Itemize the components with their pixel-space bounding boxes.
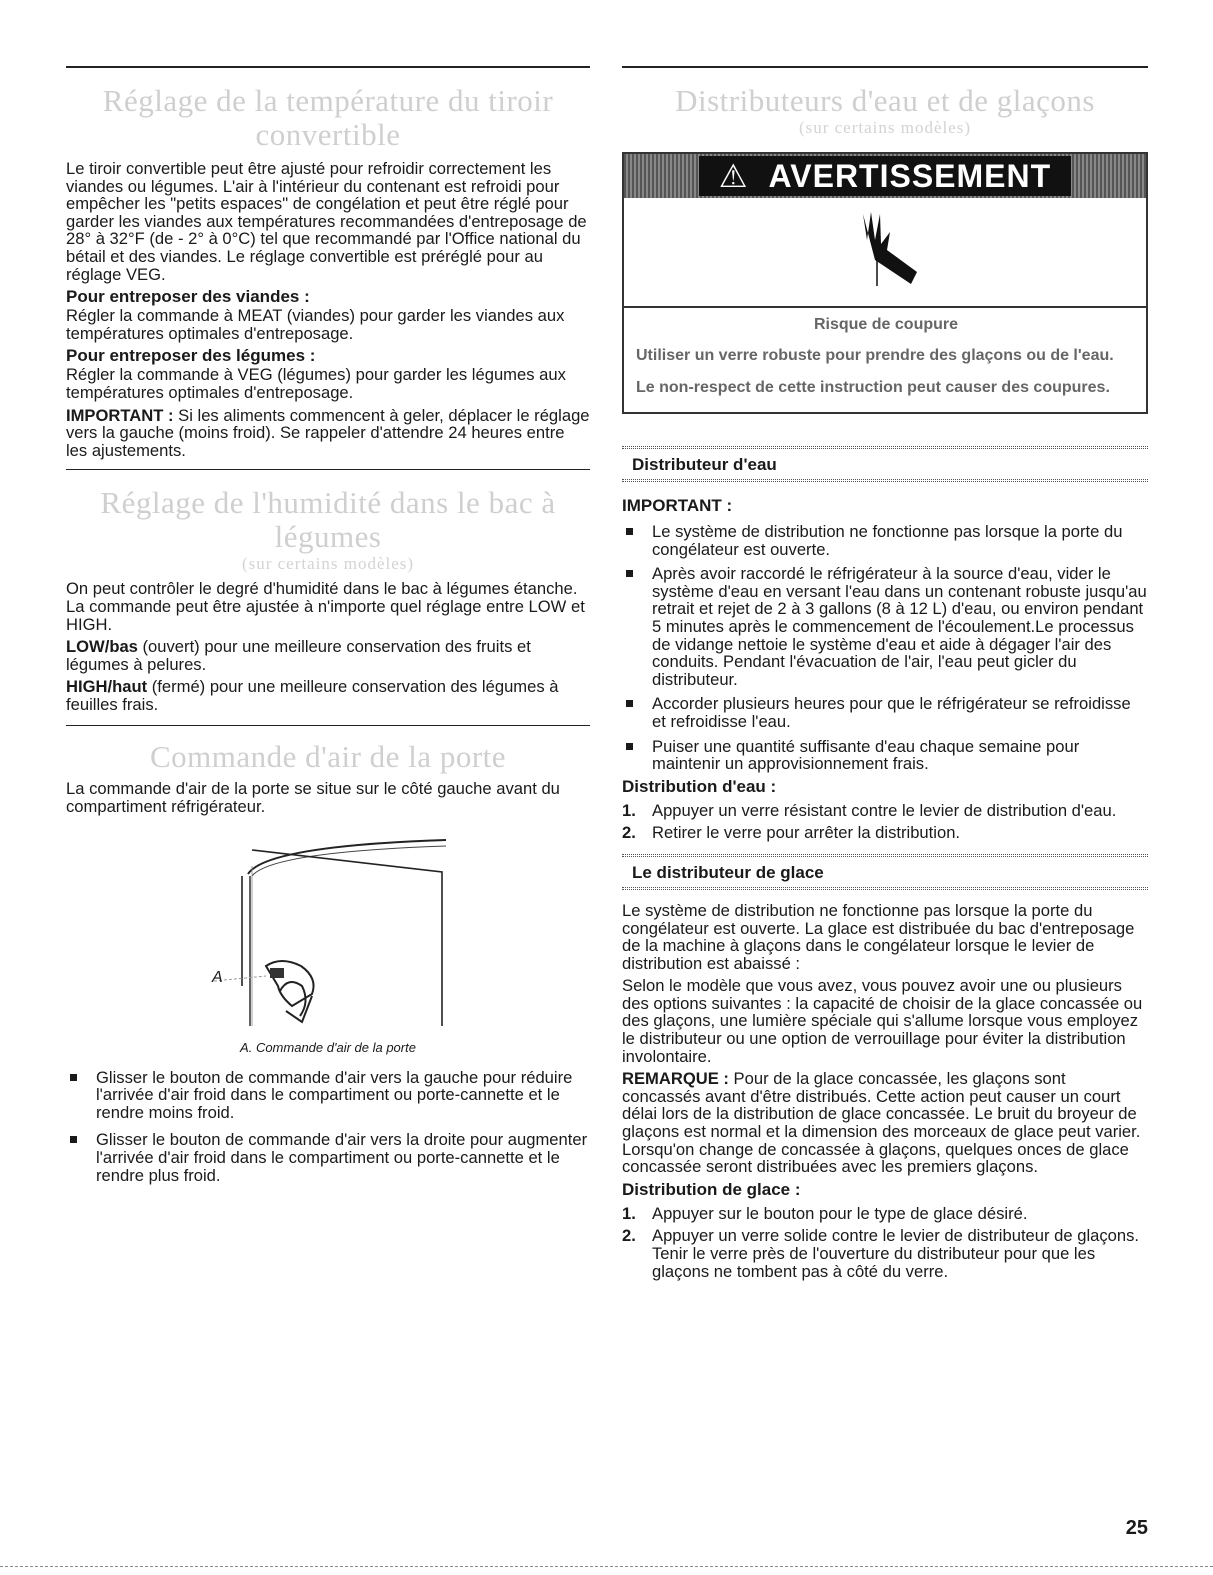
veg-heading: Pour entreposer des légumes : bbox=[66, 346, 316, 366]
step-text: Appuyer sur le bouton pour le type de glace désiré. bbox=[652, 1203, 1028, 1223]
water-important-label: IMPORTANT : bbox=[622, 496, 733, 515]
warning-line-1: Utiliser un verre robuste pour prendre des glaçons ou de l'eau. bbox=[636, 347, 1114, 364]
figure-caption: A. Commande d'air de la porte bbox=[240, 1039, 416, 1055]
left-column bbox=[66, 66, 590, 1184]
step-number: 2. bbox=[622, 1226, 636, 1246]
right-column bbox=[622, 66, 1148, 1280]
water-bullets bbox=[622, 523, 1148, 773]
important-label: IMPORTANT : bbox=[66, 405, 174, 425]
high-paragraph bbox=[66, 678, 590, 713]
high-text: (fermé) pour une meilleure conservation des légumes à feuilles frais. bbox=[66, 677, 559, 714]
low-label: LOW/bas bbox=[66, 637, 138, 657]
warning-text-area bbox=[624, 308, 1146, 412]
figure-label-a: A bbox=[212, 968, 223, 986]
low-text: (ouvert) pour une meilleure conservation des fruits et légumes à pelures. bbox=[66, 637, 531, 674]
door-illustration bbox=[66, 836, 590, 1036]
section-title-drawer-temp: Réglage de la température du tiroir bbox=[102, 83, 554, 118]
heading-rule bbox=[622, 446, 1148, 449]
heading-rule bbox=[622, 854, 1148, 857]
warning-header-label bbox=[699, 156, 1071, 196]
list-item bbox=[622, 824, 1148, 842]
ice-dispenser-heading: Le distributeur de glace bbox=[632, 862, 824, 882]
cut-hazard-icon bbox=[624, 198, 1146, 308]
meat-paragraph: Régler la commande à MEAT (viandes) pour garder les viandes aux températures optimales d'entreposage. bbox=[66, 306, 565, 343]
list-item: Accorder plusieurs heures pour que le réfrigérateur se refroidisse et refroidisse l'eau. bbox=[622, 695, 1148, 730]
remark-text: Pour de la glace concassée, les glaçons sont concassés avant d'être distribués. Cette action peut causer un court délai lors de la distribution de glace concassée. Le bruit du broyeur de glaçons est normal et la dimension des morceaux de glace peut varier. Lorsqu'on change de concassée à glaçons, quelques onces de glace concassée seront distribuées avec les premiers glaçons. bbox=[622, 1069, 1141, 1177]
drawer-important-paragraph bbox=[66, 407, 590, 460]
step-text: Appuyer un verre solide contre le levier de distributeur de glaçons. Tenir le verre près de l'ouverture du distributeur pour que les glaçons ne tombent pas à côté du verre. bbox=[652, 1226, 1140, 1281]
humidity-paragraph: On peut contrôler le degré d'humidité dans le bac à légumes étanche. La commande peut être ajustée à n'importe quel réglage entre LOW et HIGH. bbox=[66, 579, 585, 634]
list-item: Glisser le bouton de commande d'air vers la gauche pour réduire l'arrivée d'air froid dans le compartiment ou porte-cannette et le rendre moins froid. bbox=[66, 1069, 590, 1122]
low-paragraph bbox=[66, 638, 590, 673]
high-label: HIGH/haut bbox=[66, 677, 148, 697]
list-item: Après avoir raccordé le réfrigérateur à la source d'eau, vider le système d'eau en versant l'eau dans un contenant robuste jusqu'au retrait et rejet de 2 à 3 gallons (8 à 12 L) d'eau, ou environ pendant 5 minutes après le commencement de l'écoulement.Le processus de vidange nettoie le système d'eau et aide à dégager l'air des conduits. Pendant l'évacuation de l'air, l'eau peut gicler du distributeur. bbox=[622, 565, 1148, 688]
step-text: Appuyer un verre résistant contre le levier de distribution d'eau. bbox=[652, 800, 1117, 820]
ice-remark bbox=[622, 1070, 1148, 1176]
step-number: 1. bbox=[622, 800, 636, 820]
heading-rule bbox=[622, 479, 1148, 482]
step-number: 1. bbox=[622, 1203, 636, 1223]
bottom-scan-line bbox=[0, 1566, 1213, 1567]
warning-line-2: Le non-respect de cette instruction peut causer des coupures. bbox=[636, 379, 1110, 396]
list-item: Puiser une quantité suffisante d'eau chaque semaine pour maintenir un approvisionnement frais. bbox=[622, 738, 1148, 773]
list-item: Le système de distribution ne fonctionne pas lorsque la porte du congélateur est ouverte. bbox=[622, 523, 1148, 558]
section-title-humidity: Réglage de l'humidité dans le bac à légumes bbox=[100, 485, 556, 555]
section-subtitle-humidity: (sur certains modèles) bbox=[241, 554, 415, 574]
water-distribution-heading: Distribution d'eau : bbox=[622, 776, 777, 796]
section-title-drawer-temp-line2: convertible bbox=[255, 117, 401, 152]
list-item bbox=[622, 1205, 1148, 1223]
ice-steps bbox=[622, 1205, 1148, 1280]
step-number: 2. bbox=[622, 823, 636, 843]
veg-paragraph: Régler la commande à VEG (légumes) pour garder les légumes aux températures optimales d'entreposage. bbox=[66, 365, 566, 402]
warning-box bbox=[622, 152, 1148, 414]
air-control-figure bbox=[66, 836, 590, 1036]
section-title-air-control: Commande d'air de la porte bbox=[149, 739, 507, 775]
water-dispenser-heading: Distributeur d'eau bbox=[632, 455, 777, 474]
warning-header bbox=[624, 154, 1146, 198]
section-subtitle-dispensers: (sur certains modèles) bbox=[798, 118, 972, 137]
ice-distribution-heading: Distribution de glace : bbox=[622, 1179, 801, 1199]
step-text: Retirer le verre pour arrêter la distribution. bbox=[652, 823, 961, 843]
air-control-bullets bbox=[66, 1069, 590, 1185]
hand-cut-icon bbox=[835, 202, 935, 302]
ice-paragraph-2: Selon le modèle que vous avez, vous pouvez avoir une ou plusieurs des options suivantes : la capacité de choisir de la glace concassée ou des glaçons, une lumière spéciale qui s'allume lorsque vous employez le distributeur ou une option de verrouillage pour éviter la distribution involontaire. bbox=[622, 976, 1143, 1066]
warning-risk: Risque de coupure bbox=[813, 316, 959, 333]
warning-header-text: AVERTISSEMENT bbox=[759, 158, 1062, 194]
remark-label: REMARQUE : bbox=[622, 1069, 729, 1089]
important-text: Si les aliments commencent à geler, déplacer le réglage vers la gauche (moins froid). Se rappeler d'attendre 24 heures entre les ajustements. bbox=[66, 405, 590, 460]
section-title-dispensers: Distributeurs d'eau et de glaçons bbox=[675, 83, 1095, 118]
meat-heading: Pour entreposer des viandes : bbox=[66, 287, 310, 307]
list-item bbox=[622, 1227, 1148, 1280]
heading-rule bbox=[622, 887, 1148, 890]
warning-triangle-icon: ⚠ bbox=[709, 158, 759, 194]
water-steps bbox=[622, 802, 1148, 842]
drawer-intro-paragraph: Le tiroir convertible peut être ajusté pour refroidir correctement les viandes ou légumes. L'air à l'intérieur du contenant est refroidi pour empêcher les "petits espaces" de congélation et peut être réglé pour garder les viandes aux températures recommandées d'entreposage de 28° à 32°F (de - 2° à 0°C) tel que recommandé par l'Office national du bétail et des viandes. Le réglage convertible est préréglé pour au réglage VEG. bbox=[66, 159, 587, 284]
list-item: Glisser le bouton de commande d'air vers la droite pour augmenter l'arrivée d'air froid dans le compartiment ou porte-cannette et le rendre plus froid. bbox=[66, 1131, 590, 1184]
ice-paragraph-1: Le système de distribution ne fonctionne pas lorsque la porte du congélateur est ouverte. La glace est distribuée du bac d'entreposage de la machine à glaçons dans le congélateur lorsque le levier de distribution est abaissé : bbox=[622, 900, 1135, 973]
list-item bbox=[622, 802, 1148, 820]
air-control-paragraph: La commande d'air de la porte se situe sur le côté gauche avant du compartiment réfrigérateur. bbox=[66, 779, 560, 817]
page-number: 25 bbox=[1125, 1517, 1148, 1539]
